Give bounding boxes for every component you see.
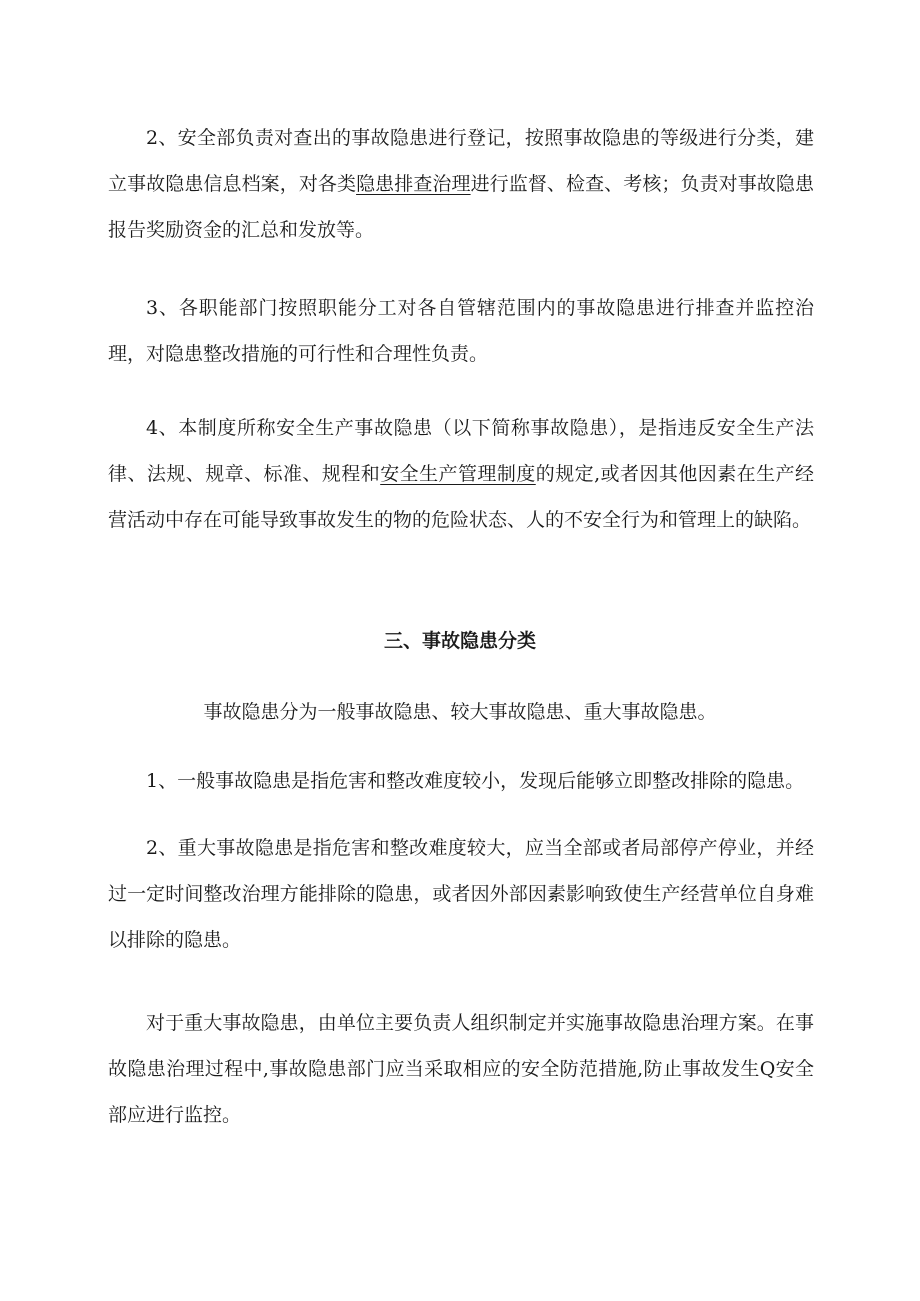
paragraph-definition bbox=[108, 405, 814, 543]
paragraph-text: 2、安全部负责对查出的事故隐患进行登记，按照事故隐患的等级进行分类，建立事故隐患信息档案，对各类 bbox=[108, 127, 814, 195]
paragraph-text: 进行监督、检查、考核；负责对事故隐患报告奖励资金的汇总和发放等。 bbox=[108, 173, 814, 241]
hazard-inspection-link[interactable]: 隐患排查治理 bbox=[356, 173, 471, 195]
classification-intro: 事故隐患分为一般事故隐患、较大事故隐患、重大事故隐患。 bbox=[203, 701, 717, 723]
paragraph-text: 的规定,或者因其他因素在生产经营活动中存在可能导致事故发生的物的危险状态、人的不安全行为和管理上的缺陷。 bbox=[108, 463, 814, 531]
safety-management-system-link[interactable]: 安全生产管理制度 bbox=[380, 463, 536, 485]
paragraph-major-hazard: 2、重大事故隐患是指危害和整改难度较大，应当全部或者局部停产停业，并经过一定时间整改治理方能排除的隐患，或者因外部因素影响致使生产经营单位自身难以排除的隐患。 bbox=[108, 837, 814, 951]
paragraph-general-hazard: 1、一般事故隐患是指危害和整改难度较小，发现后能够立即整改排除的隐患。 bbox=[146, 770, 805, 792]
paragraph-functional-depts: 3、各职能部门按照职能分工对各自管辖范围内的事故隐患进行排查并监控治理，对隐患整改措施的可行性和合理性负责。 bbox=[108, 297, 814, 365]
paragraph-text: 4、本制度所称安全生产事故隐患（以下简称事故隐患），是指违反安全生产法律、法规、规章、标准、规程和 bbox=[108, 417, 814, 485]
section-heading: 三、事故隐患分类 bbox=[383, 630, 536, 652]
paragraph-major-hazard-handling: 对于重大事故隐患，由单位主要负责人组织制定并实施事故隐患治理方案。在事故隐患治理过程中,事故隐患部门应当采取相应的安全防范措施,防止事故发生Q安全部应进行监控。 bbox=[108, 1012, 814, 1126]
paragraph-safety-dept bbox=[108, 115, 814, 253]
